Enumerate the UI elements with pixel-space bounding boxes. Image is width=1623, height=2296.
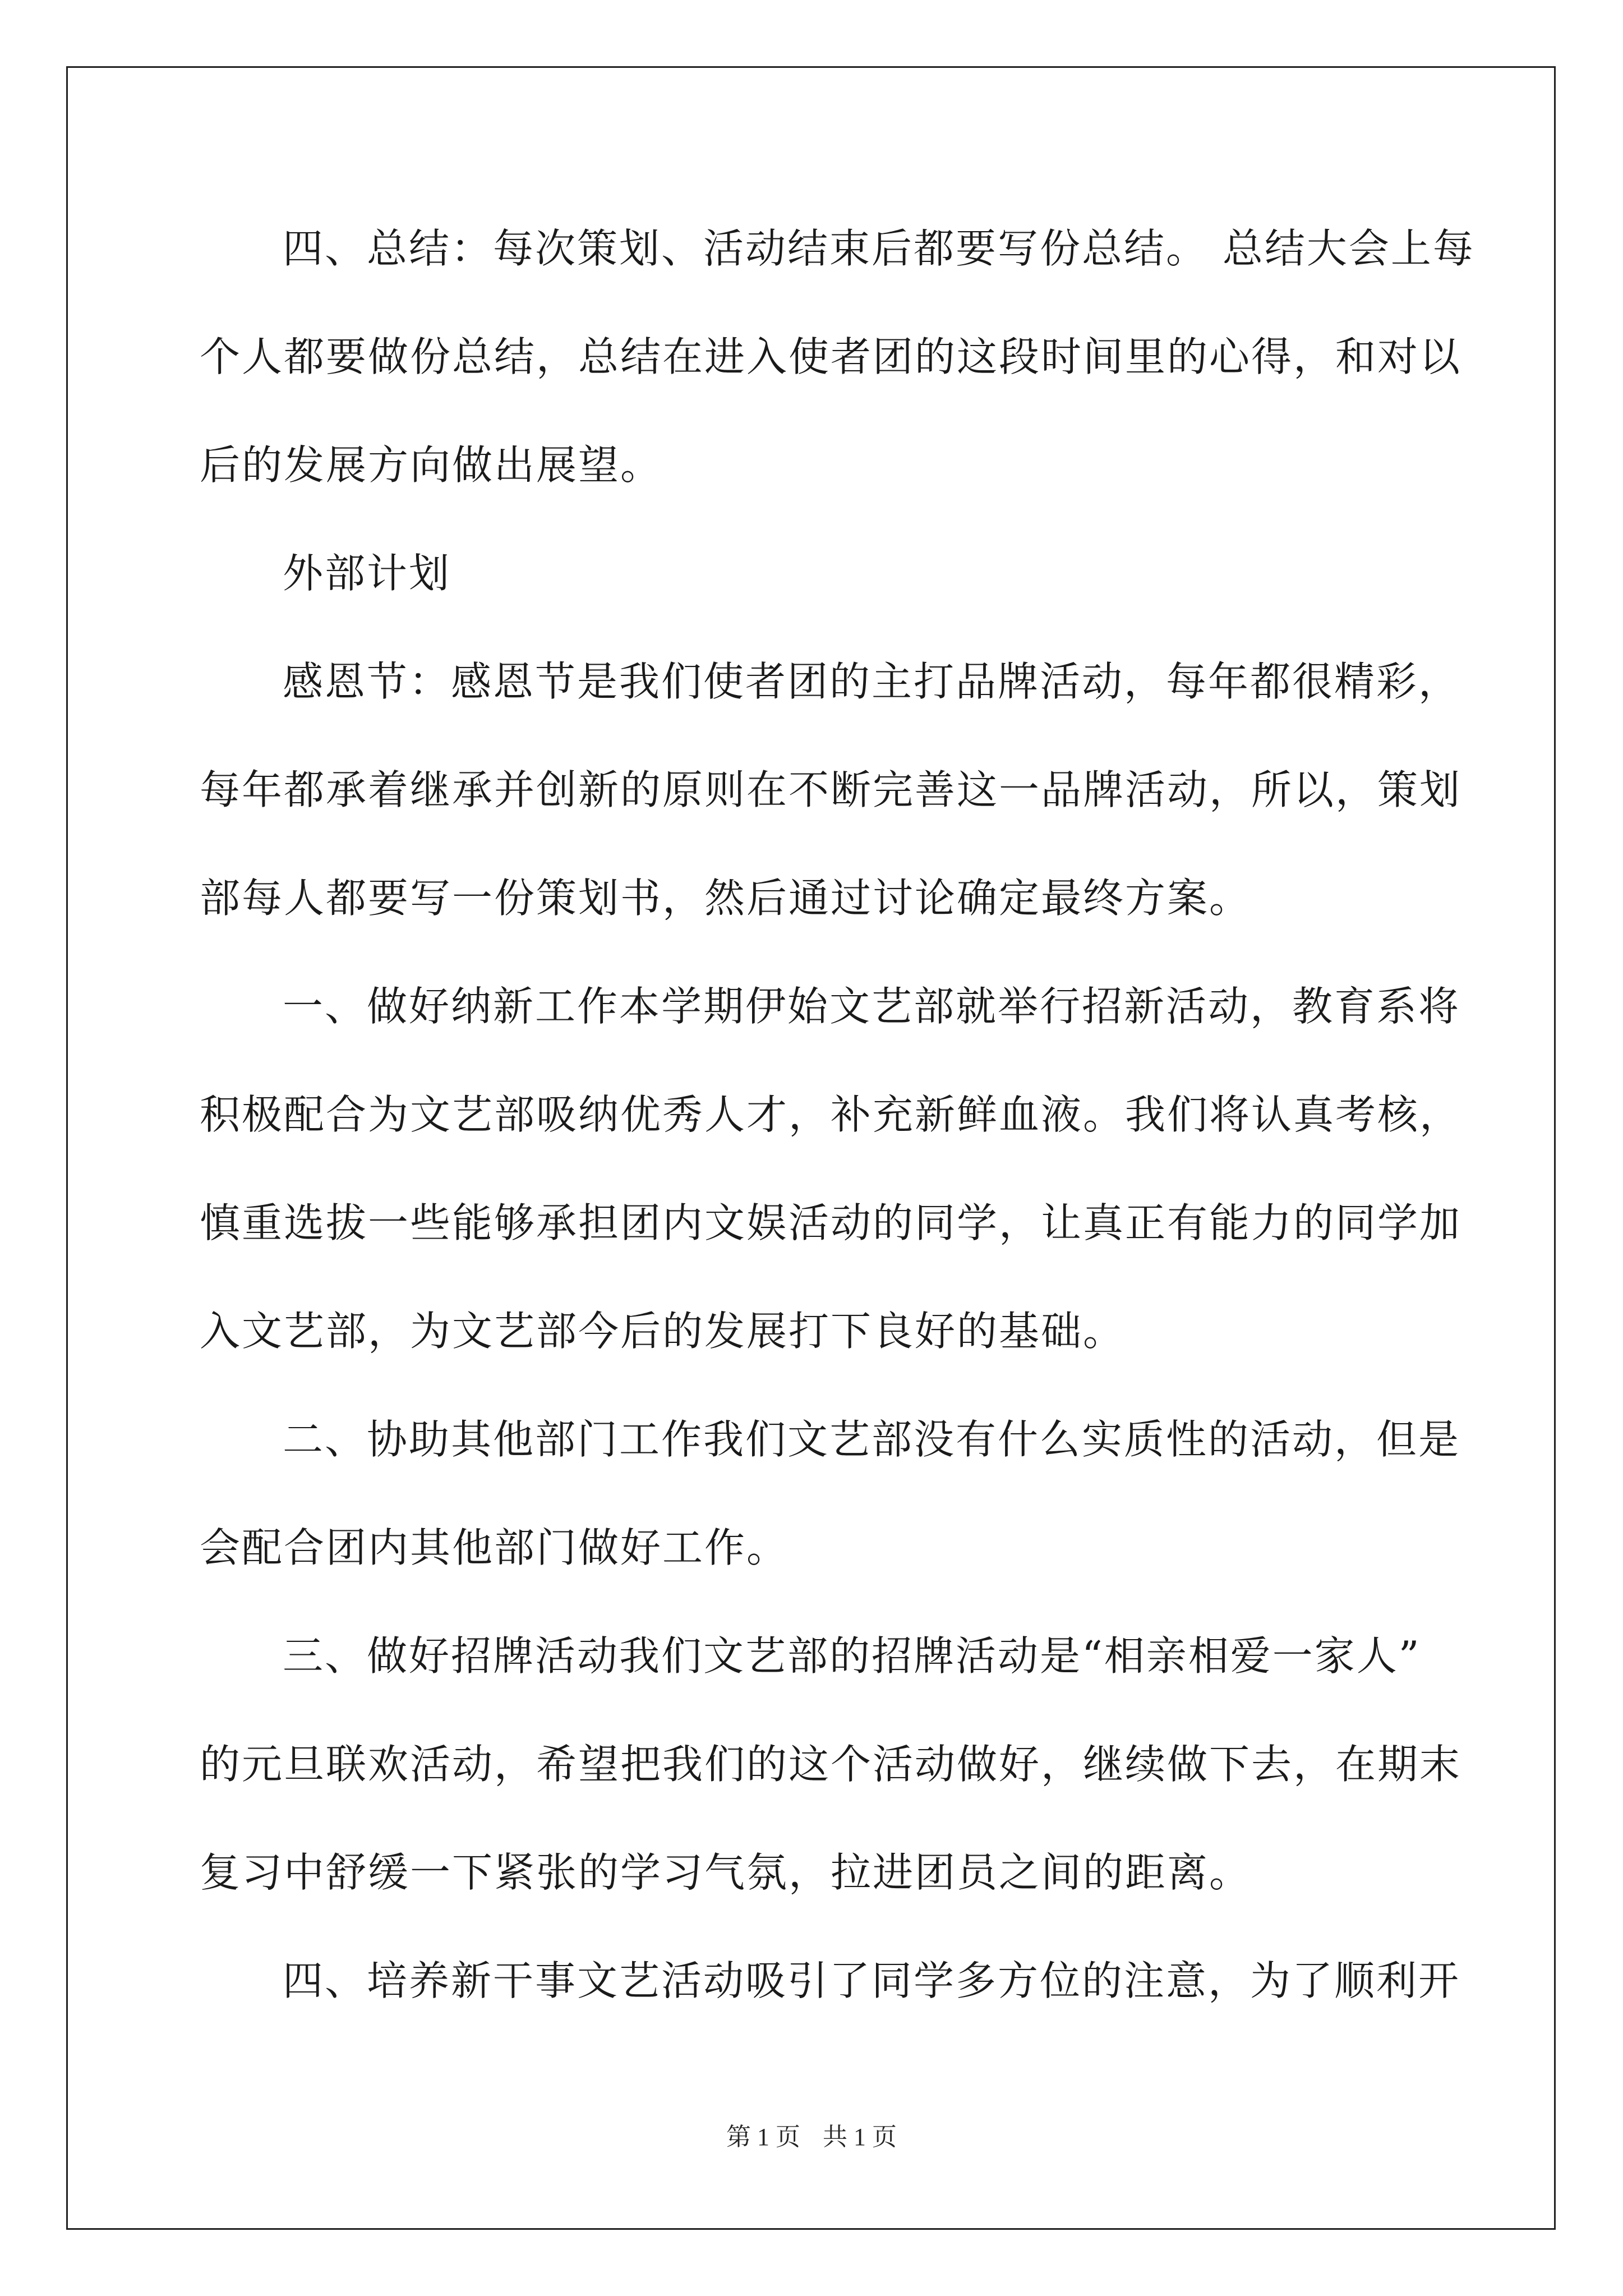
paragraph-thanksgiving-line-3: 部每人都要写一份策划书，然后通过讨论确定最终方案。 bbox=[200, 875, 1252, 922]
paragraph-signature-event-line-1: 三、做好招牌活动我们文艺部的招牌活动是“相亲相爱一家人” bbox=[283, 1632, 1421, 1680]
paragraph-summary-line-3: 后的发展方向做出展望。 bbox=[200, 441, 663, 489]
paragraph-thanksgiving-line-1: 感恩节：感恩节是我们使者团的主打品牌活动，每年都很精彩， bbox=[283, 658, 1461, 705]
page-border bbox=[66, 66, 1556, 2230]
page-footer bbox=[0, 2120, 1623, 2154]
paragraph-assist-line-2: 会配合团内其他部门做好工作。 bbox=[200, 1524, 789, 1571]
paragraph-recruitment-line-1: 一、做好纳新工作本学期伊始文艺部就举行招新活动，教育系将 bbox=[283, 983, 1461, 1030]
paragraph-thanksgiving-line-2: 每年都承着继承并创新的原则在不断完善这一品牌活动，所以，策划 bbox=[200, 766, 1462, 813]
page-number-current: 第 1 页 bbox=[726, 2123, 800, 2151]
paragraph-recruitment-line-4: 入文艺部，为文艺部今后的发展打下良好的基础。 bbox=[200, 1308, 1126, 1355]
paragraph-signature-event-line-2: 的元旦联欢活动，希望把我们的这个活动做好，继续做下去，在期末 bbox=[200, 1741, 1462, 1788]
paragraph-new-staff-line-1: 四、培养新干事文艺活动吸引了同学多方位的注意，为了顺利开 bbox=[283, 1957, 1461, 2004]
section-heading-external-plan: 外部计划 bbox=[283, 550, 451, 597]
paragraph-summary-line-1: 四、总结：每次策划、活动结束后都要写份总结。 总结大会上每 bbox=[283, 225, 1475, 272]
paragraph-signature-event-line-3: 复习中舒缓一下紧张的学习气氛，拉进团员之间的距离。 bbox=[200, 1849, 1252, 1896]
paragraph-assist-line-1: 二、协助其他部门工作我们文艺部没有什么实质性的活动，但是 bbox=[283, 1416, 1461, 1463]
paragraph-recruitment-line-2: 积极配合为文艺部吸纳优秀人才，补充新鲜血液。我们将认真考核， bbox=[200, 1091, 1462, 1138]
paragraph-summary-line-2: 个人都要做份总结，总结在进入使者团的这段时间里的心得，和对以 bbox=[200, 333, 1462, 380]
page-number-total: 共 1 页 bbox=[823, 2123, 897, 2151]
paragraph-recruitment-line-3: 慎重选拔一些能够承担团内文娱活动的同学，让真正有能力的同学加 bbox=[200, 1199, 1462, 1246]
